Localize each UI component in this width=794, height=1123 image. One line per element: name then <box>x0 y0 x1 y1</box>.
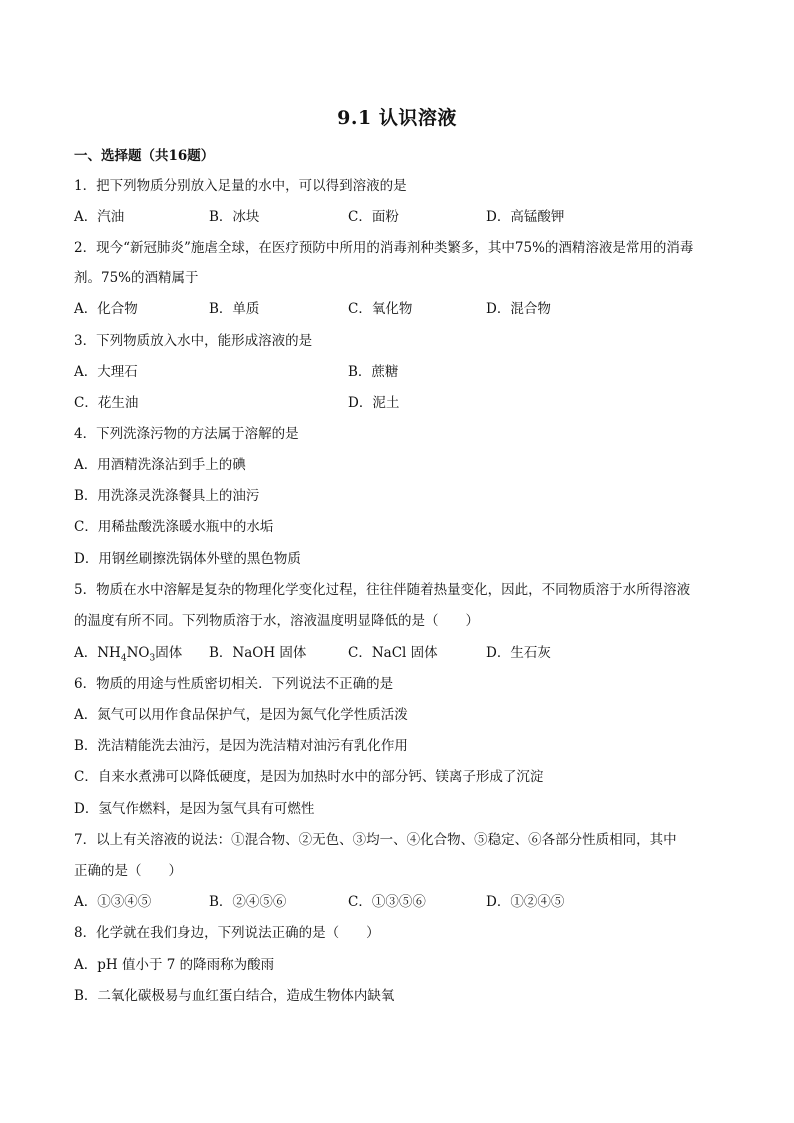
question-3-option-d: D．泥土 <box>348 395 400 411</box>
question-5-stem-line1: 5．物质在水中溶解是复杂的物理化学变化过程，往往伴随着热量变化，因此，不同物质溶于水所得溶液 <box>74 582 691 598</box>
question-5-option-c: C．NaCl 固体 <box>348 645 438 661</box>
question-8-stem: 8．化学就在我们身边，下列说法正确的是（ ） <box>74 925 380 941</box>
question-4-option-b: B．用洗涤灵洗涤餐具上的油污 <box>74 488 260 504</box>
question-6-option-d: D．氢气作燃料，是因为氢气具有可燃性 <box>74 801 315 817</box>
question-6-option-b: B．洗洁精能洗去油污，是因为洗洁精对油污有乳化作用 <box>74 738 408 754</box>
question-5-option-d: D．生石灰 <box>486 645 551 661</box>
question-6-option-a: A．氮气可以用作食品保护气，是因为氮气化学性质活泼 <box>74 707 408 723</box>
question-7-stem-line2: 正确的是（ ） <box>74 863 182 879</box>
question-2-option-b: B．单质 <box>209 301 260 317</box>
question-7-option-a: A．①③④⑤ <box>74 894 152 910</box>
question-1-option-b: B．冰块 <box>209 209 260 225</box>
question-1-stem: 1．把下列物质分别放入足量的水中，可以得到溶液的是 <box>74 178 407 194</box>
option-a-suffix: 固体 <box>155 645 183 661</box>
question-2-option-a: A．化合物 <box>74 301 138 317</box>
question-4-option-c: C．用稀盐酸洗涤暖水瓶中的水垢 <box>74 519 274 535</box>
question-2-option-d: D．混合物 <box>486 301 551 317</box>
question-6-option-c: C．自来水煮沸可以降低硬度，是因为加热时水中的部分钙、镁离子形成了沉淀 <box>74 769 544 785</box>
page-title: 9.1 认识溶液 <box>337 107 457 129</box>
question-7-option-c: C．①③⑤⑥ <box>348 894 426 910</box>
question-1-option-d: D．高锰酸钾 <box>486 209 565 225</box>
question-2-stem-line2: 剂。75%的酒精属于 <box>74 270 199 286</box>
question-3-option-a: A．大理石 <box>74 364 138 380</box>
subscript-4: 4 <box>120 653 127 664</box>
option-a-prefix: A．NH <box>74 645 121 661</box>
question-3-option-c: C．花生油 <box>74 395 139 411</box>
question-8-option-a: A．pH 值小于 7 的降雨称为酸雨 <box>74 957 275 973</box>
question-1-option-c: C．面粉 <box>348 209 399 225</box>
question-5-option-a <box>74 643 182 669</box>
question-6-stem: 6．物质的用途与性质密切相关．下列说法不正确的是 <box>74 676 394 692</box>
question-4-option-d: D．用钢丝刷擦洗锅体外壁的黑色物质 <box>74 551 301 567</box>
question-4-option-a: A．用酒精洗涤沾到手上的碘 <box>74 457 246 473</box>
option-a-mid: NO <box>126 645 150 661</box>
question-7-stem-line1: 7．以上有关溶液的说法：①混合物、②无色、③均一、④化合物、⑤稳定、⑥各部分性质相同，其中 <box>74 832 677 848</box>
question-3-stem: 3．下列物质放入水中，能形成溶液的是 <box>74 333 313 349</box>
question-7-option-b: B．②④⑤⑥ <box>209 894 287 910</box>
question-3-option-b: B．蔗糖 <box>348 364 399 380</box>
question-5-option-b: B．NaOH 固体 <box>209 645 307 661</box>
question-2-stem-line1: 2．现今“新冠肺炎”施虐全球，在医疗预防中所用的消毒剂种类繁多，其中75%的酒精溶液是常用的消毒 <box>74 240 694 256</box>
question-8-option-b: B．二氧化碳极易与血红蛋白结合，造成生物体内缺氧 <box>74 988 395 1004</box>
question-4-stem: 4．下列洗涤污物的方法属于溶解的是 <box>74 426 299 442</box>
subscript-3: 3 <box>149 653 156 664</box>
question-2-option-c: C．氧化物 <box>348 301 413 317</box>
question-5-stem-line2: 的温度有所不同。下列物质溶于水，溶液温度明显降低的是（ ） <box>74 613 479 629</box>
question-1-option-a: A．汽油 <box>74 209 125 225</box>
section-heading: 一、选择题（共16题） <box>74 148 215 164</box>
question-7-option-d: D．①②④⑤ <box>486 894 565 910</box>
